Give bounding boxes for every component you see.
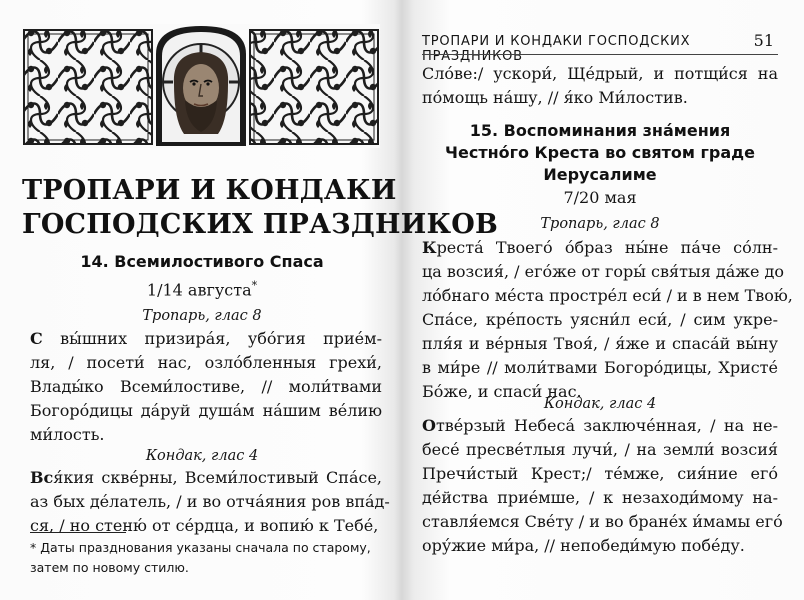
line-text: Влады́ко Всеми́лостиве, // моли́твами (30, 377, 382, 396)
section-heading: 14. Всемилостивого Спаса (80, 252, 324, 271)
text-line (30, 490, 390, 514)
troparion-label: Тропарь, глас 8 (142, 308, 262, 324)
kontakion-text (422, 414, 783, 558)
line-text: в ми́ре // моли́твами Богоро́дицы, Христе́ (422, 358, 778, 377)
section-heading-line: 15. Воспоминания зна́мения (469, 121, 731, 140)
feast-date-text: 1/14 августа (146, 280, 252, 300)
line-text: де́йства прие́мше, / к незаходи́мому на- (422, 488, 778, 507)
initial-letter: Вс (30, 468, 54, 487)
line-text: Спа́се, кре́пость уясни́л еси́, / сим укре- (422, 310, 778, 329)
text-line (422, 534, 778, 558)
text-line (30, 514, 382, 538)
feast-date (22, 276, 382, 300)
line-text: реста́ Твоего́ о́браз ны́не па́че со́лн- (436, 238, 778, 257)
text-line (422, 486, 778, 510)
line-text: ставля́емся Све́ту / и во бране́х и́мамы его́ (422, 512, 783, 531)
text-line (422, 284, 793, 308)
line-text: вы́шних призира́я, убо́гия прие́м- (42, 329, 382, 348)
line-text: Богоро́дицы да́руй душа́м на́шим ве́лию (30, 401, 382, 420)
text-line (30, 327, 382, 351)
kontakion-label: Кондак, глас 4 (145, 448, 259, 464)
text-line (30, 466, 382, 490)
text-line: Сло́ве:/ ускори́, Ще́дрый, и потщи́ся на (422, 64, 778, 83)
line-text: ся, / но стеню́ от се́рдца, и вопию́ к Тебе́, (30, 516, 379, 535)
text-line (422, 414, 778, 438)
initial-letter: К (422, 238, 437, 257)
header-rule (422, 54, 778, 55)
icon-of-christ-ornament (22, 24, 380, 148)
text-line (422, 260, 785, 284)
text-line (30, 423, 382, 447)
footnote-line: затем по новому стилю. (30, 560, 189, 575)
line-text: ми́лость. (30, 425, 105, 444)
line-text: ля, / посети́ нас, озло́бленныя грехи́, (30, 353, 382, 372)
initial-letter: О (422, 416, 436, 435)
troparion-text (30, 327, 382, 447)
main-title-line-1: ТРОПАРИ И КОНДАКИ (22, 175, 397, 206)
kontakion-text (30, 466, 390, 538)
line-text: Пречи́стый Крест;/ те́мже, сия́ние его́ (422, 464, 778, 483)
line-text: пля́я и ве́рныя Твоя́, / я́же и спаса́й вы́ну (422, 334, 778, 353)
footnote (30, 538, 380, 578)
main-title (22, 174, 498, 242)
text-line (422, 462, 778, 486)
line-text: аз бых де́латель, / и во отча́яния ров впа́д- (30, 492, 390, 511)
continuation-text (422, 62, 778, 110)
troparion-label: Тропарь, глас 8 (540, 216, 660, 232)
feast-date: 7/20 мая (563, 188, 637, 207)
text-line: по́мощь на́шу, // я́ко Ми́лостив. (422, 88, 688, 107)
text-line (30, 351, 382, 375)
text-line (30, 399, 382, 423)
section-heading (422, 120, 778, 186)
line-text: бесе́ пресве́тлыя лучи́, / на земли́ возсия́ (422, 440, 778, 459)
text-line (422, 308, 778, 332)
page-number: 51 (753, 31, 774, 50)
right-page (404, 0, 804, 600)
line-text: ло́бнаго ме́ста простре́л еси́ / и в нем Твою́, (422, 286, 793, 305)
text-line (422, 356, 778, 380)
footnote-line: * Даты празднования указаны сначала по старому, (30, 540, 371, 555)
text-line (422, 438, 778, 462)
initial-letter: С (30, 329, 43, 348)
line-text: ца возсия́, / его́же от горы́ свя́тыя да́же до (422, 262, 785, 281)
section-heading-line: Честно́го Креста во святом граде (445, 143, 755, 162)
troparion-text (422, 236, 793, 404)
kontakion-label: Кондак, глас 4 (543, 396, 657, 412)
line-text: ору́жие ми́ра, // непобеди́мую побе́ду. (422, 536, 745, 555)
text-line (422, 236, 778, 260)
section-heading-line: Иерусалиме (543, 165, 657, 184)
text-line (30, 375, 382, 399)
text-line (422, 510, 783, 534)
text-line (422, 332, 778, 356)
main-title-line-2: ГОСПОДСКИХ ПРАЗДНИКОВ (22, 209, 498, 240)
line-text: Бо́же, и спаси́ нас. (422, 382, 582, 401)
running-head: ТРОПАРИ И КОНДАКИ ГОСПОДСКИХ ПРАЗДНИКОВ (422, 34, 691, 64)
line-text: я́кия скве́рны, Всеми́лостивый Спа́се, (53, 468, 382, 487)
line-text: тве́рзый Небеса́ заключе́нная, / на не- (435, 416, 778, 435)
footnote-mark: * (251, 279, 258, 292)
footnote-rule (30, 532, 126, 533)
